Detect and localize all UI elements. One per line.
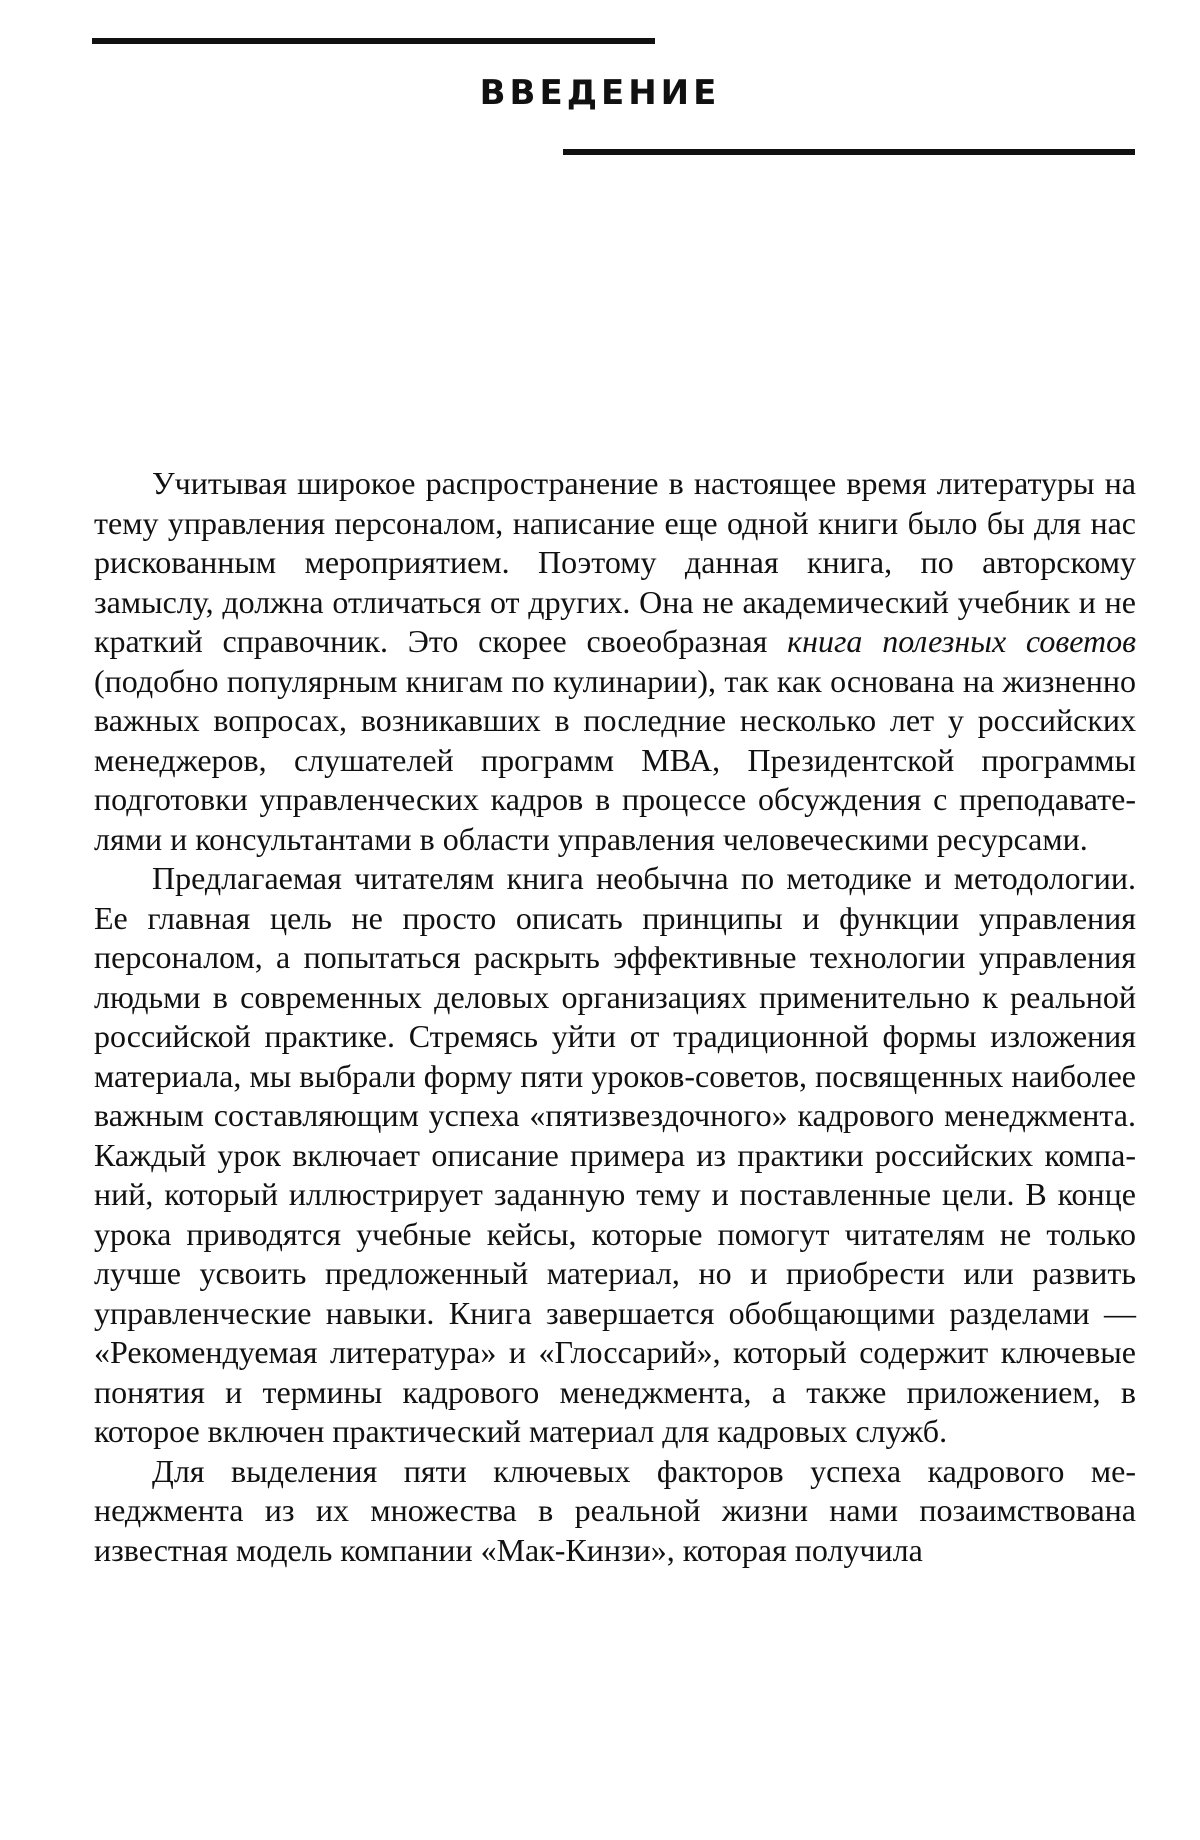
chapter-heading: ВВЕДЕНИЕ	[479, 73, 721, 113]
paragraph-3: Для выделения пяти ключевых факторов успеха кадрового менеджмента из их множества в реальной жизни нами позаимствована известная модель компании «Мак-Кинзи», которая получила	[94, 1452, 1136, 1568]
body-text	[94, 464, 1136, 1570]
paragraph-1	[94, 464, 1136, 859]
paragraph-1-start: Учитывая широкое распространение в настоящее время литературы на тему управления персоналом, написание еще одной книги было бы для нас рискованным мероприятием. Поэтому данная книга, по авторскому замыслу, должна отличаться от других. Она не академический учебник и не краткий справочник. Это скорее своеобразная	[94, 465, 1136, 659]
bottom-rule	[563, 149, 1135, 155]
paragraph-2: Предлагаемая читателям книга необычна по методике и методологии. Ее главная цель не просто описать принципы и функции управления персоналом, а попытаться раскрыть эффективные технологии управления людьми в современных деловых организациях применительно к реальной российской практике. Стремясь уйти от традиционной формы изложения материала, мы выбрали форму пяти уроков-советов, посвященных наиболее важным составляющим успеха «пятизвездочного» кадрового менеджмента. Каждый урок включает описание примера из практики российских компаний, который иллюстрирует заданную тему и поставленные цели. В конце урока приводятся учебные кейсы, которые помогут читателям не только лучше усвоить предложенный материал, но и приобрести или развить управленческие навыки. Книга завершается обобщающими разделами — «Рекомендуемая литература» и «Глоссарий», который содержит ключевые понятия и термины кадрового менеджмента, а также приложением, в которое включен практический материал для кадровых служб.	[94, 860, 1136, 1449]
top-rule	[92, 38, 655, 44]
paragraph-1-emphasis: книга полезных советов	[787, 623, 1136, 659]
paragraph-1-end: (подобно популярным книгам по кулинарии), так как основана на жизненно важных вопросах, возникавших в последние несколько лет у российских менеджеров, слушателей программ МВА, Президентской программы подготовки управленческих кадров в процессе обсуждения с преподавателями и консультантами в области управления человеческими ресурсами.	[94, 662, 1136, 857]
